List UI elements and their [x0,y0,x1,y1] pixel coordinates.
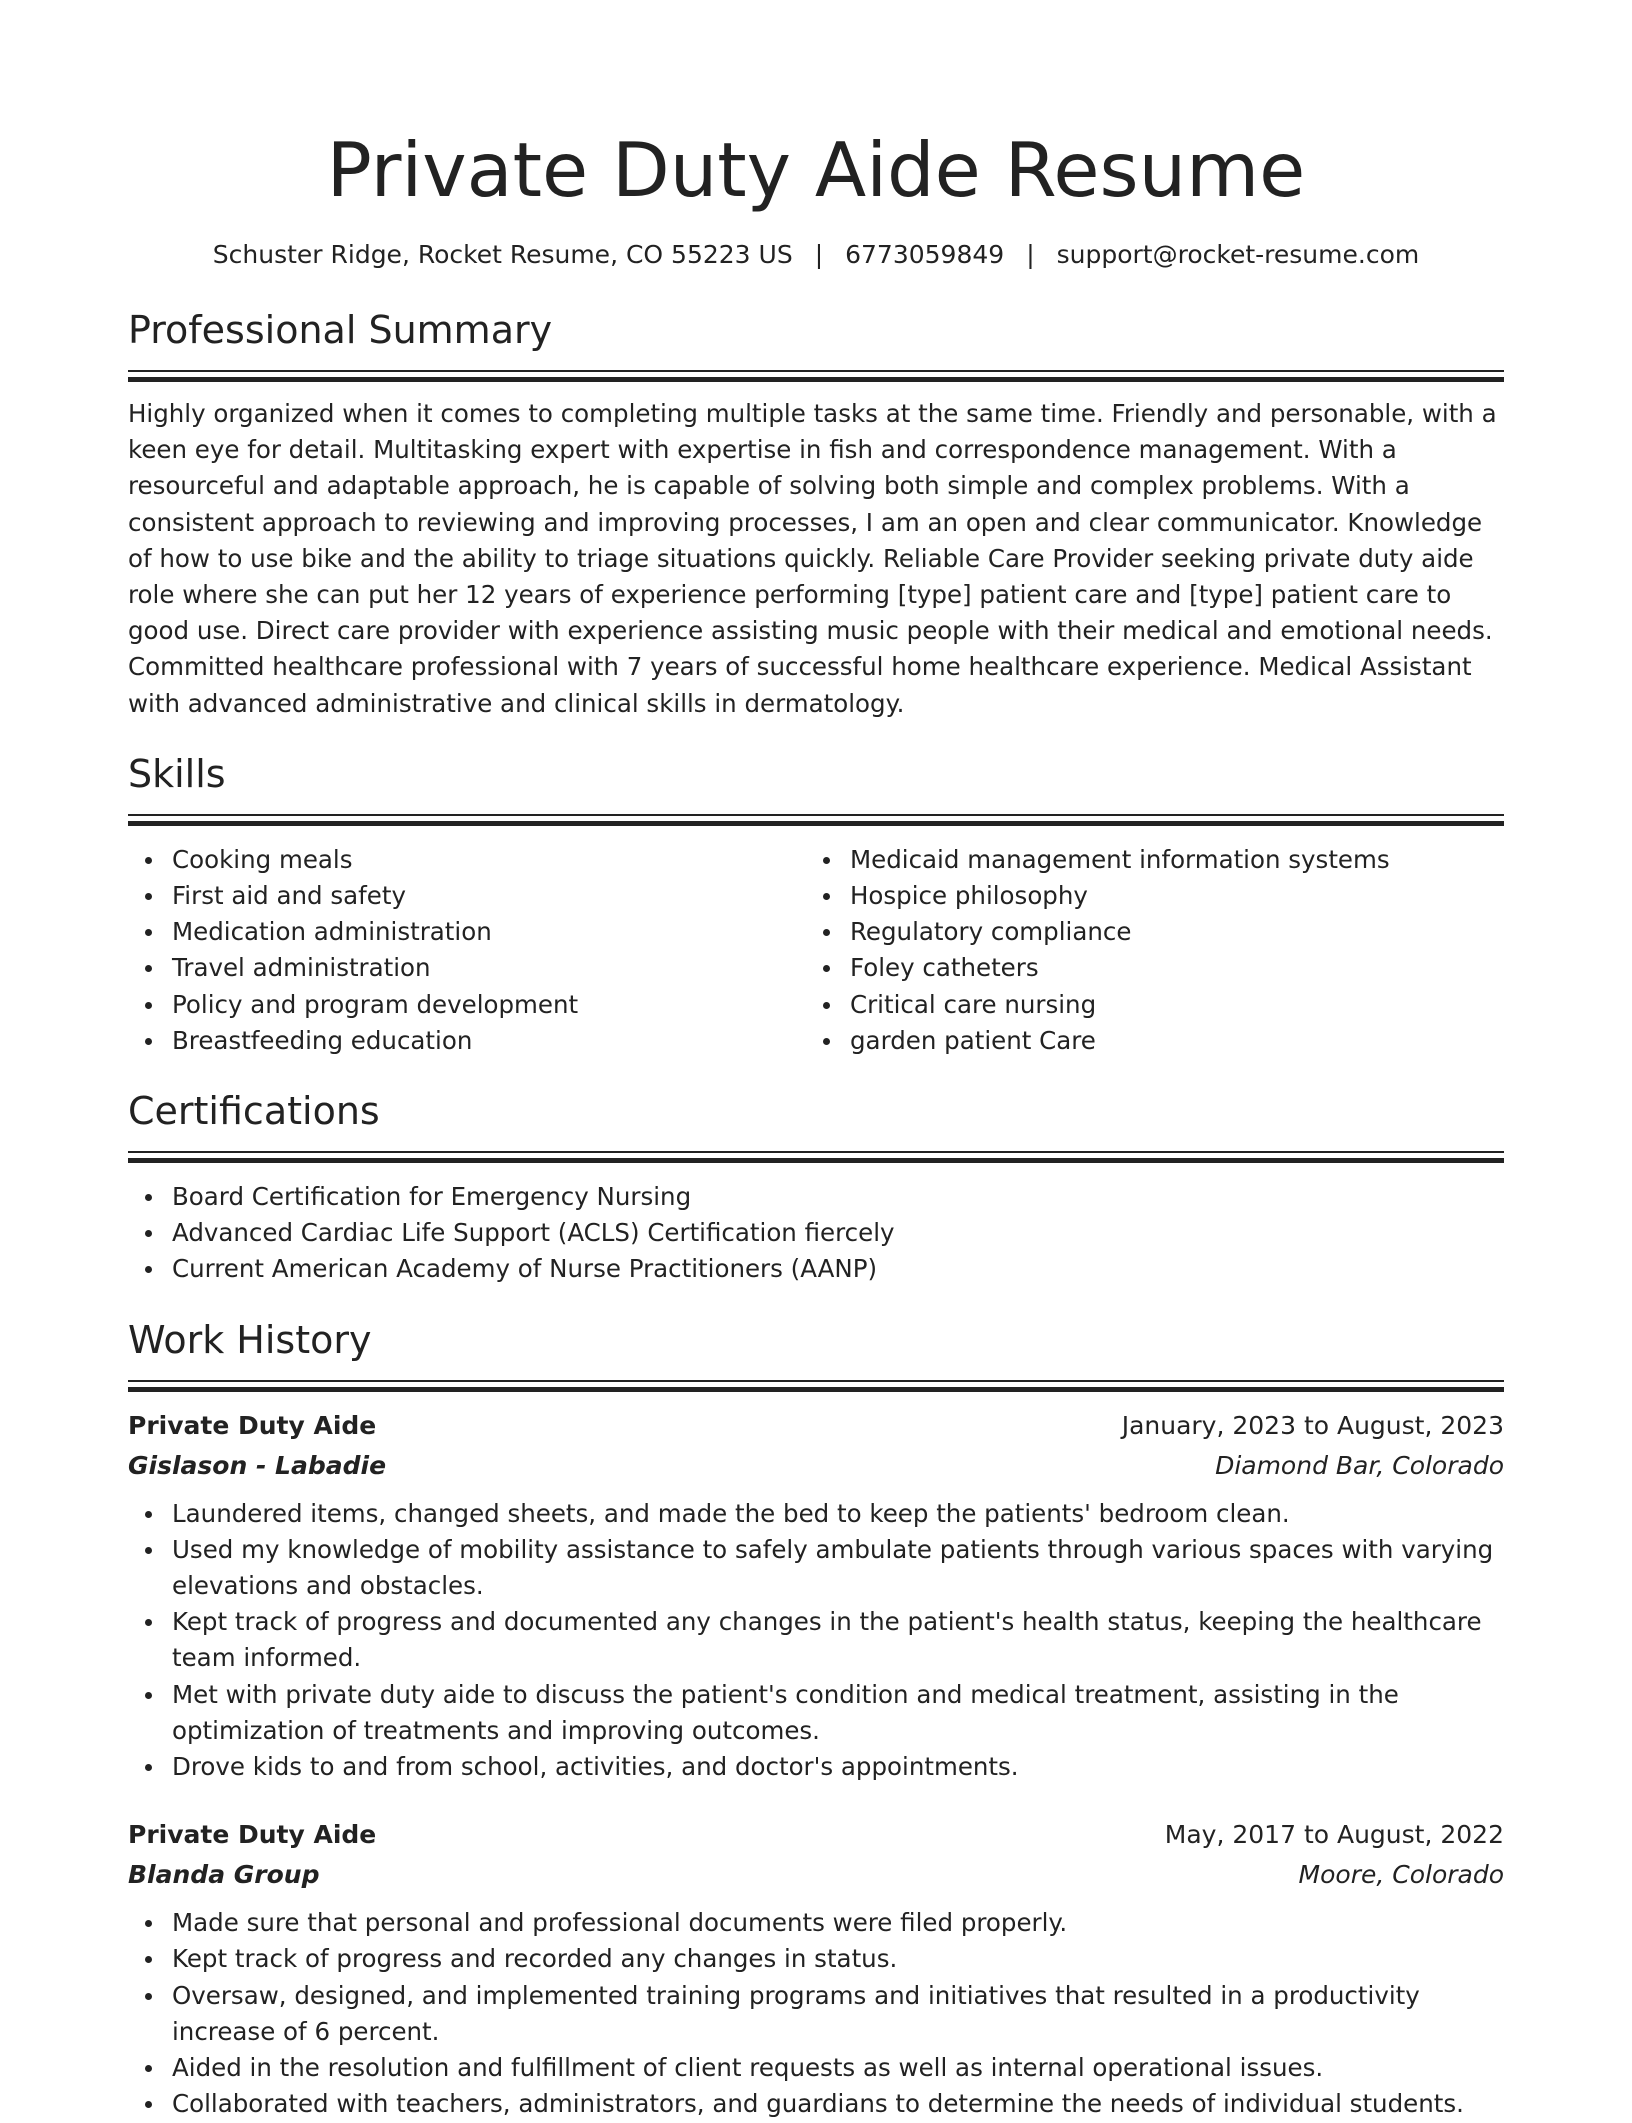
contact-line [128,238,1504,272]
skill-item: Travel administration [128,950,806,986]
job-entry [128,1406,1504,1786]
job-company: Blanda Group [128,1860,320,1890]
skill-item: garden patient Care [806,1023,1484,1059]
certifications-list [128,1179,1504,1288]
skills-columns [128,842,1504,1059]
job-entry [128,1815,1504,2122]
job-bullet: Aided in the resolution and fulfillment of client requests as well as internal operational issues. [128,2050,1504,2086]
job-bullets [128,1905,1504,2122]
skill-item: Hospice philosophy [806,878,1484,914]
job-bullet: Made sure that personal and professional documents were filed properly. [128,1905,1504,1941]
skill-item: First aid and safety [128,878,806,914]
job-bullet: Drove kids to and from school, activities, and doctor's appointments. [128,1749,1504,1785]
certification-item: Current American Academy of Nurse Practitioners (AANP) [128,1251,1504,1287]
job-bullet: Collaborated with teachers, administrators, and guardians to determine the needs of individual students. [128,2086,1504,2122]
job-bullet: Kept track of progress and documented any changes in the patient's health status, keeping the healthcare team informed. [128,1604,1504,1676]
section-heading-skills: Skills [128,751,226,796]
section-divider-thick [128,821,1504,826]
section-divider-thick [128,1158,1504,1163]
resume-title: Private Duty Aide Resume [326,126,1306,214]
section-heading-certifications: Certifications [128,1089,380,1134]
job-company-row [128,1855,1504,1895]
skill-item: Breastfeeding education [128,1023,806,1059]
job-bullet: Oversaw, designed, and implemented training programs and initiatives that resulted in a productivity increase of 6 percent. [128,1978,1504,2050]
section-divider [128,1151,1504,1153]
job-location: Diamond Bar, Colorado [1215,1450,1504,1480]
certifications-section [128,1085,1504,1288]
skills-right-list [806,842,1484,1059]
certification-item: Advanced Cardiac Life Support (ACLS) Certification fiercely [128,1215,1504,1251]
skills-left-list [128,842,806,1059]
job-location: Moore, Colorado [1298,1860,1504,1890]
skills-section [128,748,1504,1059]
section-divider-thick [128,377,1504,382]
work-history-section [128,1314,1504,2123]
section-divider [128,814,1504,816]
contact-phone: 6773059849 [845,240,1005,269]
certification-item: Board Certification for Emergency Nursing [128,1179,1504,1215]
job-bullet: Kept track of progress and recorded any changes in status. [128,1941,1504,1977]
summary-text: Highly organized when it comes to completing multiple tasks at the same time. Friendly and personable, with a keen eye for detail. Multitasking expert with expertise in fish and correspondence management. With a resourceful and adaptable approach, he is capable of solving both simple and complex problems. With a consistent approach to reviewing and improving processes, I am an open and clear communicator. Knowledge of how to use bike and the ability to triage situations quickly. Reliable Care Provider seeking private duty aide role where she can put her 12 years of experience performing [type] patient care and [type] patient care to good use. Direct care provider with experience assisting music people with their medical and emotional needs. Committed healthcare professional with 7 years of successful home healthcare experience. Medical Assistant with advanced administrative and clinical skills in dermatology. [128,399,1497,718]
job-header-row [128,1815,1504,1855]
resume-page [128,0,1504,2123]
job-title: Private Duty Aide [128,1820,377,1850]
contact-address: Schuster Ridge, Rocket Resume, CO 55223 US [212,240,793,269]
section-divider [128,370,1504,372]
skill-item: Medication administration [128,914,806,950]
section-divider-thick [128,1387,1504,1392]
section-heading-summary: Professional Summary [128,308,553,352]
skill-item: Foley catheters [806,950,1484,986]
summary-section [128,304,1504,722]
skill-item: Critical care nursing [806,987,1484,1023]
skill-item: Policy and program development [128,987,806,1023]
job-bullet: Used my knowledge of mobility assistance to safely ambulate patients through various spaces with varying elevations and obstacles. [128,1532,1504,1604]
job-bullet: Laundered items, changed sheets, and made the bed to keep the patients' bedroom clean. [128,1496,1504,1532]
job-header-row [128,1406,1504,1446]
skill-item: Cooking meals [128,842,806,878]
contact-separator: | [1026,240,1035,269]
job-dates: May, 2017 to August, 2022 [1164,1820,1504,1850]
job-bullet: Met with private duty aide to discuss the patient's condition and medical treatment, assisting in the optimization of treatments and improving outcomes. [128,1677,1504,1749]
skill-item: Regulatory compliance [806,914,1484,950]
section-divider [128,1380,1504,1382]
skill-item: Medicaid management information systems [806,842,1484,878]
contact-separator: | [814,240,824,269]
contact-email: support@rocket-resume.com [1056,240,1420,269]
job-company-row [128,1446,1504,1486]
job-company: Gislason - Labadie [128,1450,387,1480]
job-dates: January, 2023 to August, 2023 [1121,1410,1504,1440]
job-bullets [128,1496,1504,1786]
section-heading-work-history: Work History [128,1317,372,1362]
job-title: Private Duty Aide [128,1410,377,1440]
